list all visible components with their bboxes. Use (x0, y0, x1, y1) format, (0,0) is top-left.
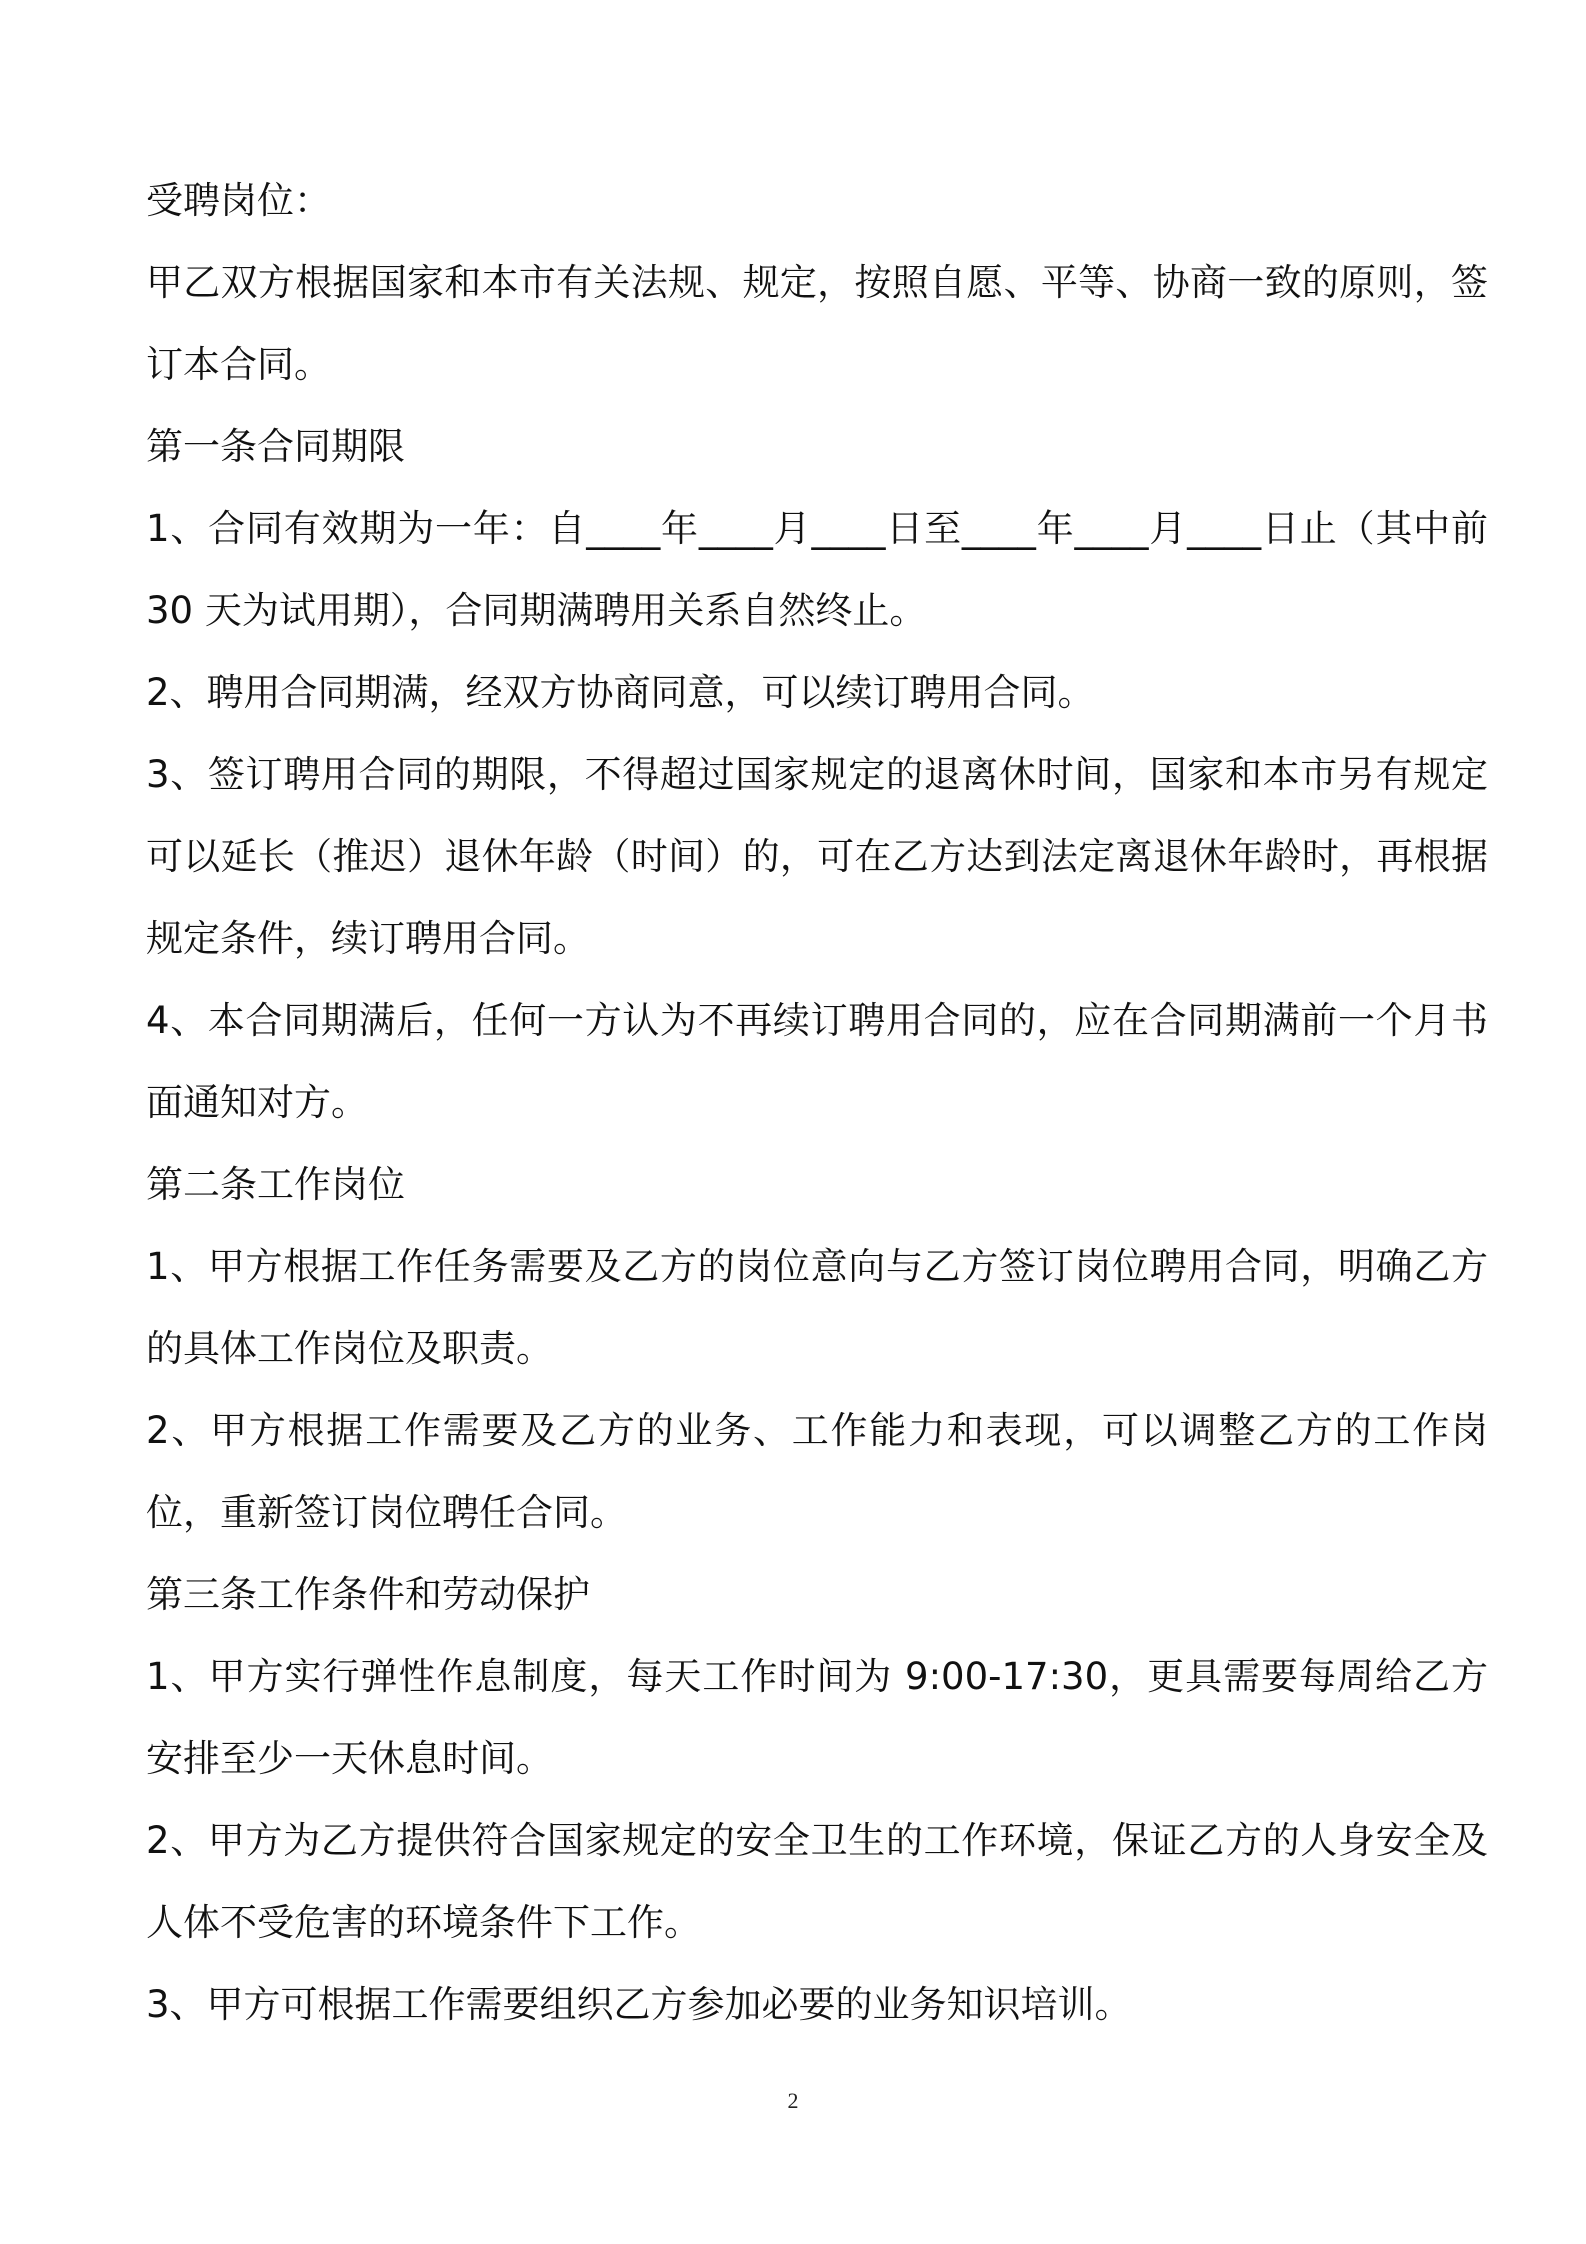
article-1-clause-3: 3、签订聘用合同的期限，不得超过国家规定的退离休时间，国家和本市另有规定可以延长（推迟）退休年龄（时间）的，可在乙方达到法定离退休年龄时，再根据规定条件，续订聘用合同。 (146, 753, 1488, 960)
preamble-paragraph: 甲乙双方根据国家和本市有关法规、规定，按照自愿、平等、协商一致的原则，签订本合同。 (146, 261, 1488, 386)
article-3-clause-2: 2、甲方为乙方提供符合国家规定的安全卫生的工作环境，保证乙方的人身安全及人体不受危害的环境条件下工作。 (146, 1819, 1488, 1944)
article-3-clause-1: 1、甲方实行弹性作息制度，每天工作时间为 9:00-17:30，更具需要每周给乙方安排至少一天休息时间。 (146, 1655, 1488, 1780)
article-1-heading: 第一条合同期限 (146, 425, 405, 468)
page-number: 2 (787, 2088, 799, 2113)
article-2-clause-2: 2、甲方根据工作需要及乙方的业务、工作能力和表现，可以调整乙方的工作岗位，重新签订岗位聘任合同。 (146, 1409, 1488, 1534)
article-3-clause-3: 3、甲方可根据工作需要组织乙方参加必要的业务知识培训。 (146, 1983, 1132, 2026)
article-1-clause-4: 4、本合同期满后，任何一方认为不再续订聘用合同的，应在合同期满前一个月书面通知对方。 (146, 999, 1488, 1124)
document-body (146, 160, 1500, 2046)
article-1-clause-2: 2、聘用合同期满，经双方协商同意，可以续订聘用合同。 (146, 671, 1095, 714)
article-3-heading: 第三条工作条件和劳动保护 (146, 1573, 590, 1616)
article-2-clause-1: 1、甲方根据工作任务需要及乙方的岗位意向与乙方签订岗位聘用合同，明确乙方的具体工作岗位及职责。 (146, 1245, 1488, 1370)
article-2-heading: 第二条工作岗位 (146, 1163, 405, 1206)
article-1-clause-1: 1、合同有效期为一年：自____年____月____日至____年____月____日止（其中前 30 天为试用期），合同期满聘用关系自然终止。 (146, 507, 1500, 632)
position-line: 受聘岗位： (146, 179, 331, 222)
